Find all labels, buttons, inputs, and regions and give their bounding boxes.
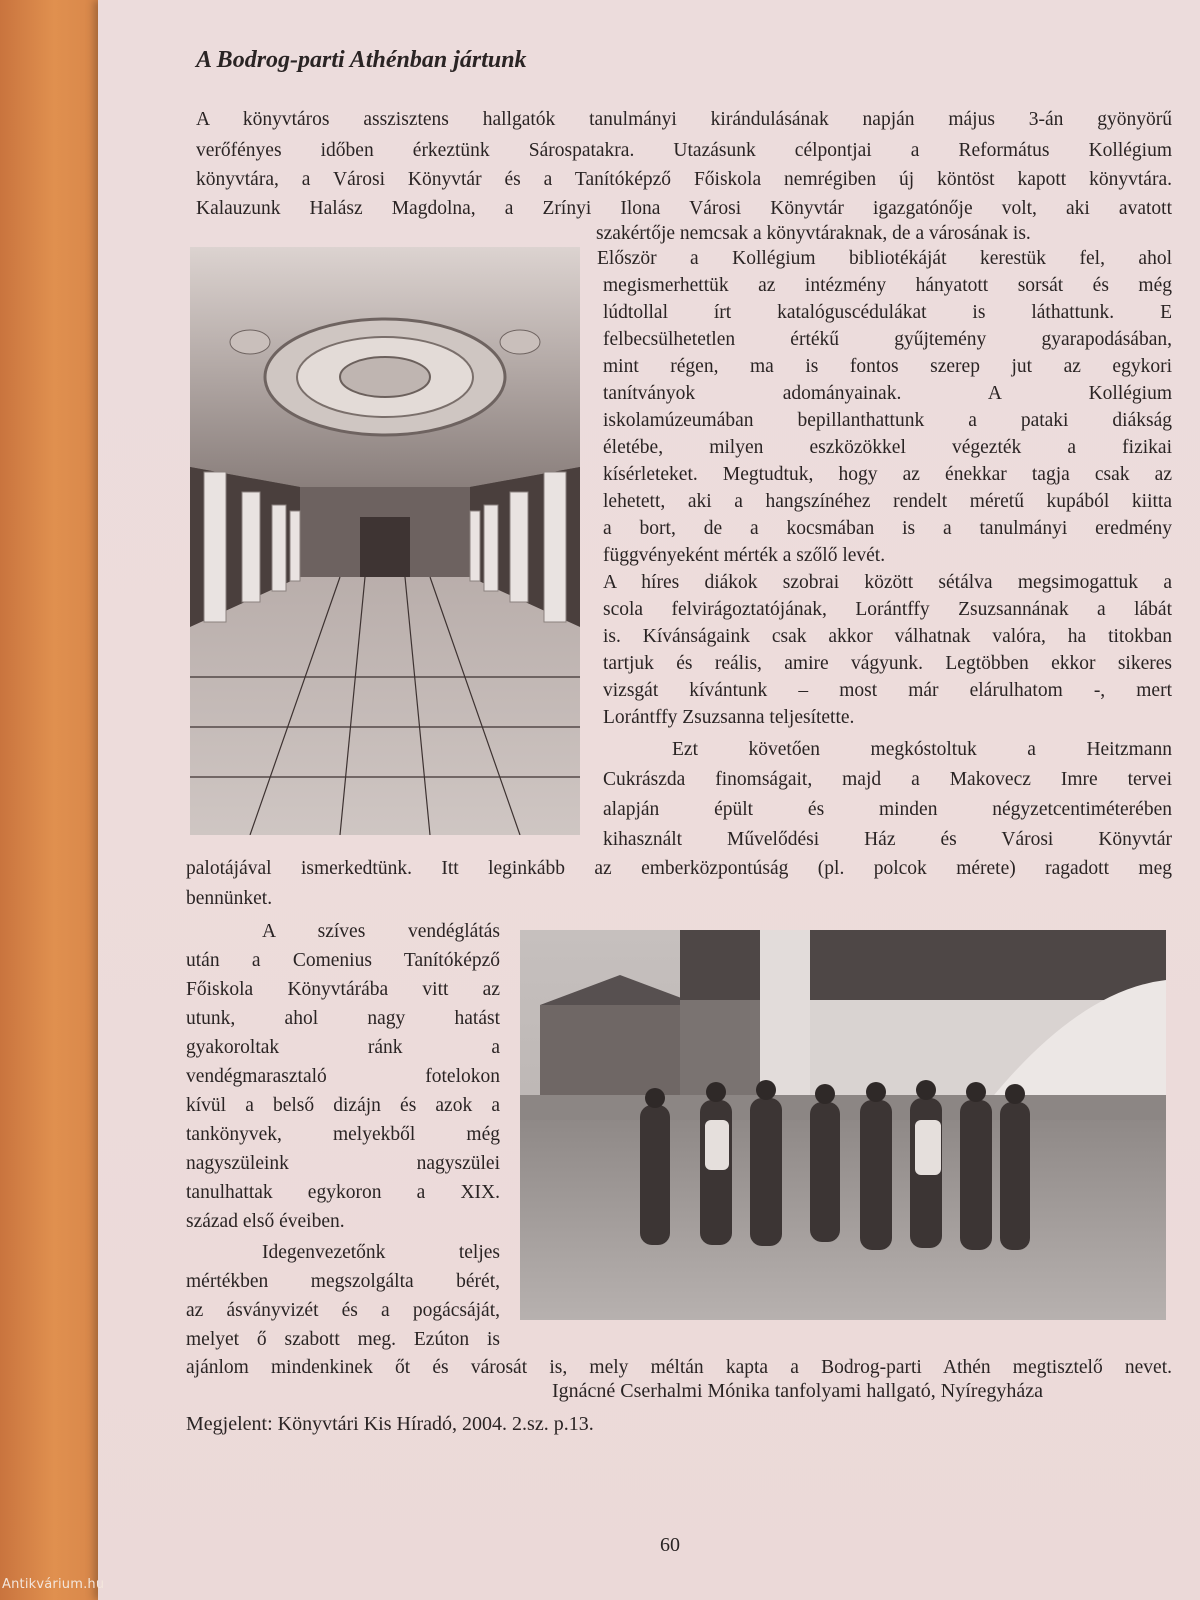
text-line: könyvtára, a Városi Könyvtár és a Tanítóképző Főiskola nemrégiben új köntöst kapott könyvtára.	[196, 169, 1172, 190]
text-line: scola felvirágoztatójának, Lorántffy Zsuzsannának a lábát	[603, 599, 1172, 620]
text-line: Idegenvezetőnk teljes	[262, 1242, 500, 1263]
text-line: gyakoroltak ránk a	[186, 1037, 500, 1058]
text-line: melyet ő szabott meg. Ezúton is	[186, 1329, 500, 1350]
text-line: kívül a belső dizájn és azok a	[186, 1095, 500, 1116]
text-line: lúdtollal írt katalóguscédulákat is láthattunk. E	[603, 302, 1172, 323]
text-line: iskolamúzeumában bepillanthattunk a pataki diákság	[603, 410, 1172, 431]
text-line: után a Comenius Tanítóképző	[186, 950, 500, 971]
text-line: A szíves vendéglátás	[262, 921, 500, 942]
text-line: felbecsülhetetlen értékű gyűjtemény gyarapodásában,	[603, 329, 1172, 350]
group-photo	[520, 930, 1166, 1320]
text-line: életébe, milyen eszközökkel végezték a fizikai	[603, 437, 1172, 458]
author-signature: Ignácné Cserhalmi Mónika tanfolyami hallgató, Nyíregyháza	[552, 1380, 1043, 1402]
text-line: vendégmarasztaló fotelokon	[186, 1066, 500, 1087]
text-line: Főiskola Könyvtárába vitt az	[186, 979, 500, 1000]
text-line: vizsgát kívántunk – most már elárulhatom -, mert	[603, 680, 1172, 701]
text-line: verőfényes időben érkeztünk Sárospatakra. Utazásunk célpontjai a Református Kollégium	[196, 140, 1172, 161]
text-line: tankönyvek, melyekből még	[186, 1124, 500, 1145]
text-line: Lorántffy Zsuzsanna teljesítette.	[603, 707, 855, 728]
page-number: 60	[660, 1534, 680, 1556]
article-title: A Bodrog-parti Athénban jártunk	[196, 47, 527, 73]
text-line: mértékben megszolgálta bérét,	[186, 1271, 500, 1292]
text-line: Kalauzunk Halász Magdolna, a Zrínyi Ilona Városi Könyvtár igazgatónője volt, aki avatott	[196, 198, 1172, 219]
text-line: bennünket.	[186, 888, 273, 909]
text-line: kísérleteket. Megtudtuk, hogy az énekkar tagja csak az	[603, 464, 1172, 485]
text-line: a bort, de a kocsmában is a tanulmányi eredmény	[603, 518, 1172, 539]
library-hall-photo	[190, 247, 580, 835]
text-line: század első éveiben.	[186, 1211, 345, 1232]
text-line: is. Kívánságaink csak akkor válhatnak valóra, ha titokban	[603, 626, 1172, 647]
text-line: szakértője nemcsak a könyvtáraknak, de a városának is.	[596, 223, 1031, 244]
text-line: utunk, ahol nagy hatást	[186, 1008, 500, 1029]
text-line: palotájával ismerkedtünk. Itt leginkább az emberközpontúság (pl. polcok mérete) ragadott meg	[186, 858, 1172, 879]
text-line: Ezt követően megkóstoltuk a Heitzmann	[672, 739, 1172, 760]
text-line: függvényeként mérték a szőlő levét.	[603, 545, 886, 566]
text-line: tanulhattak egykoron a XIX.	[186, 1182, 500, 1203]
text-line: az ásványvizét és a pogácsáját,	[186, 1300, 500, 1321]
text-line: lehetett, aki a hangszínéhez rendelt méretű kupából kiitta	[603, 491, 1172, 512]
text-line: Cukrászda finomságait, majd a Makovecz Imre tervei	[603, 769, 1172, 790]
text-line: alapján épült és minden négyzetcentiméterében	[603, 799, 1172, 820]
text-line: ajánlom mindenkinek őt és városát is, mely méltán kapta a Bodrog-parti Athén megtisztelő nevet.	[186, 1357, 1172, 1378]
text-line: tartjuk és reális, amire vágyunk. Legtöbben ekkor sikeres	[603, 653, 1172, 674]
book-edge	[0, 0, 98, 1600]
source-note: Megjelent: Könyvtári Kis Híradó, 2004. 2.sz. p.13.	[186, 1413, 594, 1435]
text-line: tanítványok adományainak. A Kollégium	[603, 383, 1172, 404]
watermark: Antikvárium.hu	[2, 1577, 105, 1592]
text-line: Először a Kollégium bibliotékáját kerestük fel, ahol	[597, 248, 1172, 269]
text-line: mint régen, ma is fontos szerep jut az egykori	[603, 356, 1172, 377]
text-line: nagyszüleink nagyszülei	[186, 1153, 500, 1174]
text-line: A híres diákok szobrai között sétálva megsimogattuk a	[603, 572, 1172, 593]
text-line: megismerhettük az intézmény hányatott sorsát és még	[603, 275, 1172, 296]
text-line: A könyvtáros asszisztens hallgatók tanulmányi kirándulásának napján május 3-án gyönyörű	[196, 109, 1172, 130]
text-line: kihasznált Művelődési Ház és Városi Könyvtár	[603, 829, 1172, 850]
